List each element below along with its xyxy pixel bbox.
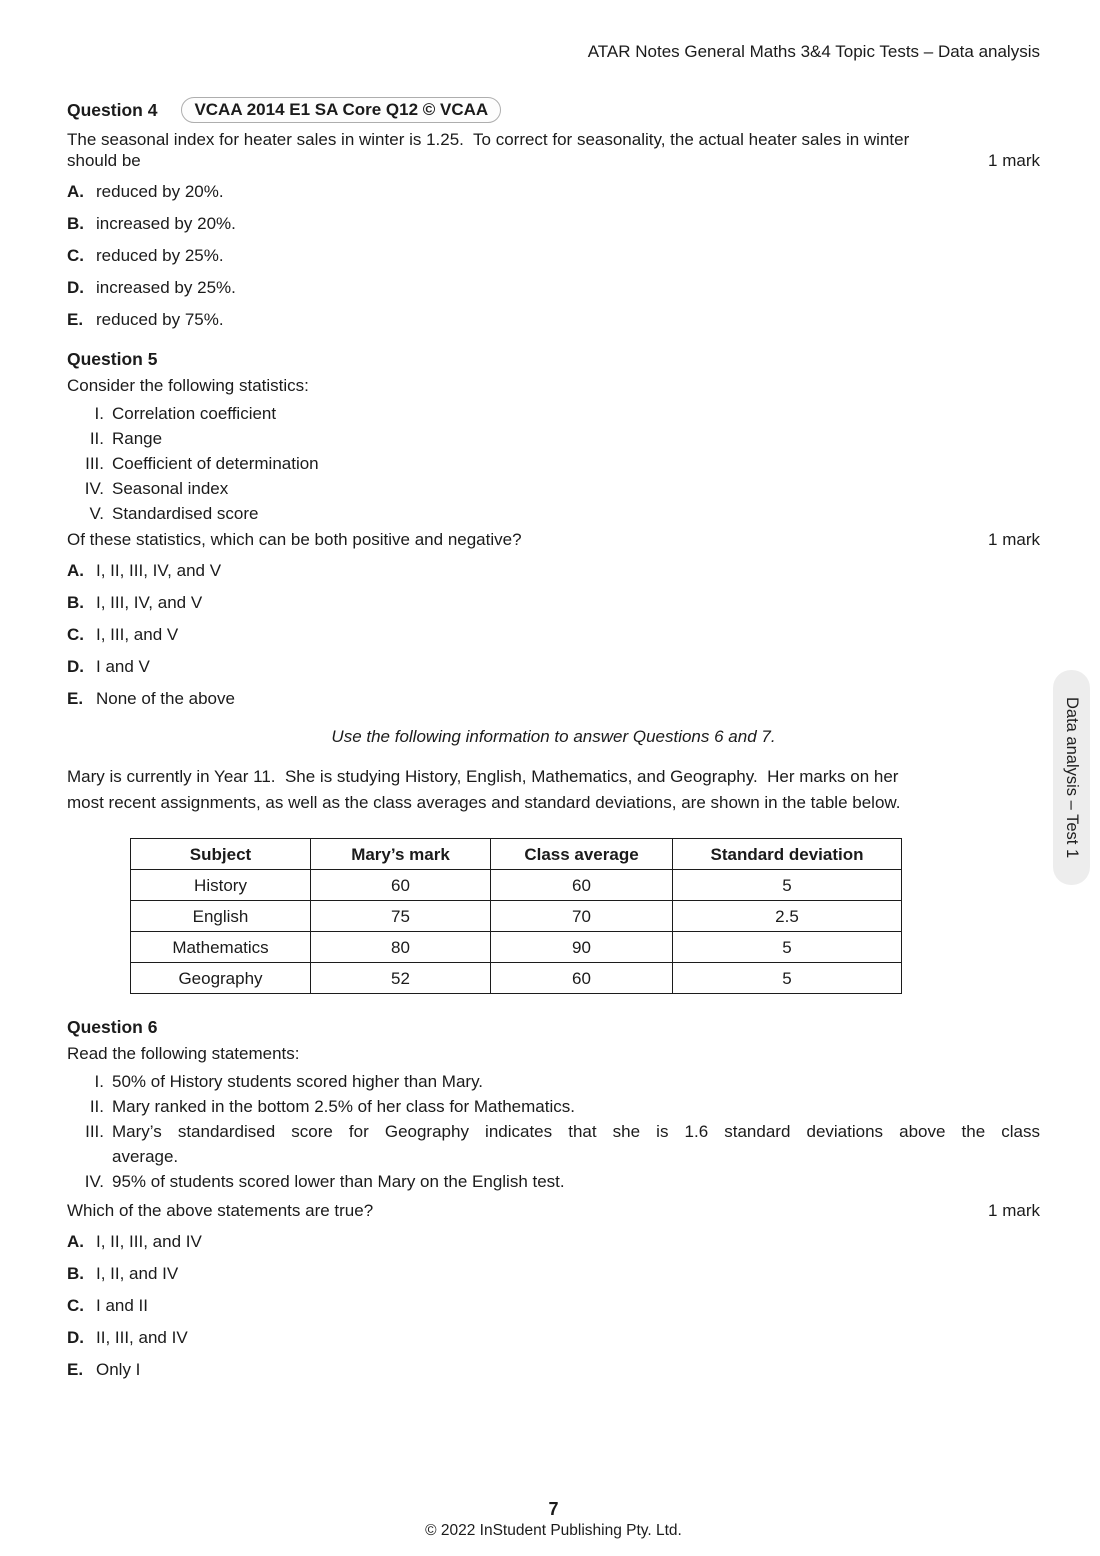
passage-line1: Mary is currently in Year 11. She is studying History, English, Mathematics, and Geography. Her marks on her xyxy=(67,767,899,786)
option-label: E. xyxy=(67,1360,84,1379)
option-text: I, II, III, IV, and V xyxy=(96,561,222,580)
statement-text: Mary ranked in the bottom 2.5% of her class for Mathematics. xyxy=(112,1097,575,1116)
option-text: increased by 25%. xyxy=(96,278,236,297)
table-cell: 90 xyxy=(491,932,673,963)
table-cell: Mathematics xyxy=(131,932,311,963)
question-5-question-row xyxy=(67,529,1040,550)
question-4-text-line2-row xyxy=(67,150,1040,171)
statement-numeral: II. xyxy=(89,1097,104,1116)
table-cell: 52 xyxy=(311,963,491,994)
table-cell: 60 xyxy=(311,870,491,901)
statement-row xyxy=(67,1069,1040,1094)
statement-text: 95% of students scored lower than Mary on the English test. xyxy=(112,1172,565,1191)
option-label: A. xyxy=(67,561,84,580)
table-header-standard-deviation: Standard deviation xyxy=(673,839,902,870)
option-row xyxy=(67,560,1040,581)
table-cell: 60 xyxy=(491,870,673,901)
option-row xyxy=(67,592,1040,613)
statement-row xyxy=(67,451,1040,476)
option-text: reduced by 25%. xyxy=(96,246,224,265)
option-row xyxy=(67,624,1040,645)
option-label: B. xyxy=(67,1264,84,1283)
table-cell: English xyxy=(131,901,311,932)
table-header-row xyxy=(131,839,902,870)
section-tab xyxy=(1053,670,1090,885)
question-6-question-row xyxy=(67,1200,1040,1221)
table-cell: 75 xyxy=(311,901,491,932)
passage xyxy=(67,764,1040,815)
instruction-line: Use the following information to answer Questions 6 and 7. xyxy=(331,727,776,746)
option-label: C. xyxy=(67,625,84,644)
option-text: increased by 20%. xyxy=(96,214,236,233)
statement-numeral: III. xyxy=(85,454,104,473)
table-row xyxy=(131,901,902,932)
table-cell: 5 xyxy=(673,932,902,963)
passage-line2: most recent assignments, as well as the class averages and standard deviations, are shown in the table below. xyxy=(67,792,901,812)
statement-text: Range xyxy=(112,429,163,448)
question-5-title: Question 5 xyxy=(67,349,158,369)
statement-text: Standardised score xyxy=(112,504,259,523)
option-label: A. xyxy=(67,1232,84,1251)
option-row xyxy=(67,688,1040,709)
option-row xyxy=(67,213,1040,234)
statement-row xyxy=(67,426,1040,451)
statement-numeral: I. xyxy=(94,404,104,423)
option-row xyxy=(67,181,1040,202)
statement-text: 50% of History students scored higher than Mary. xyxy=(112,1072,484,1091)
option-text: I and II xyxy=(96,1296,148,1315)
statement-row xyxy=(67,501,1040,526)
table-header-marys-mark: Mary’s mark xyxy=(311,839,491,870)
statement-row xyxy=(67,1094,1040,1119)
statement-row xyxy=(67,401,1040,426)
question-4-text-line2: should be xyxy=(67,151,141,170)
option-row xyxy=(67,1359,1040,1380)
statement-text-line1: Mary’s standardised score for Geography indicates that she is 1.6 standard deviations above the class xyxy=(112,1122,1040,1141)
question-5-marks: 1 mark xyxy=(988,530,1040,549)
option-label: C. xyxy=(67,1296,84,1315)
statement-numeral: V. xyxy=(89,504,104,523)
page-footer xyxy=(67,1497,1040,1540)
option-text: I, III, IV, and V xyxy=(96,593,203,612)
option-text: reduced by 75%. xyxy=(96,310,224,329)
question-5-question: Of these statistics, which can be both positive and negative? xyxy=(67,530,522,549)
page-header-title: ATAR Notes General Maths 3&4 Topic Tests – Data analysis xyxy=(587,42,1040,61)
option-row xyxy=(67,277,1040,298)
question-4-source-badge: VCAA 2014 E1 SA Core Q12 © VCAA xyxy=(181,97,501,123)
statement-numeral: IV. xyxy=(84,479,104,498)
statement-numeral: IV. xyxy=(84,1172,104,1191)
statement-row xyxy=(67,1169,1040,1194)
question-4-text-line1: The seasonal index for heater sales in winter is 1.25. To correct for seasonality, the actual heater sales in winter xyxy=(67,130,910,149)
option-row xyxy=(67,1295,1040,1316)
option-text: I and V xyxy=(96,657,150,676)
table-cell: 5 xyxy=(673,870,902,901)
table-row xyxy=(131,932,902,963)
statement-row xyxy=(67,476,1040,501)
table-row xyxy=(131,963,902,994)
statement-text xyxy=(112,1119,1040,1169)
option-text: Only I xyxy=(96,1360,141,1379)
option-label: D. xyxy=(67,278,84,297)
option-row xyxy=(67,1327,1040,1348)
option-row xyxy=(67,656,1040,677)
question-5-options xyxy=(67,560,1040,709)
table-cell: 60 xyxy=(491,963,673,994)
option-label: B. xyxy=(67,593,84,612)
question-4-options xyxy=(67,181,1040,330)
option-text: I, II, and IV xyxy=(96,1264,179,1283)
statement-numeral: III. xyxy=(85,1122,104,1141)
option-label: B. xyxy=(67,214,84,233)
question-6-title: Question 6 xyxy=(67,1017,158,1037)
table-cell: History xyxy=(131,870,311,901)
option-text: I, III, and V xyxy=(96,625,179,644)
statement-text-line2: average. xyxy=(112,1147,179,1166)
option-text: I, II, III, and IV xyxy=(96,1232,202,1251)
question-5-intro: Consider the following statistics: xyxy=(67,376,309,395)
option-label: E. xyxy=(67,310,84,329)
table-cell: 80 xyxy=(311,932,491,963)
option-label: C. xyxy=(67,246,84,265)
option-row xyxy=(67,1263,1040,1284)
question-6-options xyxy=(67,1231,1040,1380)
statement-numeral: II. xyxy=(89,429,104,448)
table-cell: 2.5 xyxy=(673,901,902,932)
question-6-marks: 1 mark xyxy=(988,1201,1040,1220)
table-cell: 5 xyxy=(673,963,902,994)
option-text: reduced by 20%. xyxy=(96,182,224,201)
option-text: None of the above xyxy=(96,689,235,708)
option-text: II, III, and IV xyxy=(96,1328,188,1347)
statement-row xyxy=(67,1119,1040,1169)
option-row xyxy=(67,309,1040,330)
statement-text: Seasonal index xyxy=(112,479,229,498)
question-4-heading xyxy=(67,97,1040,123)
question-4-title: Question 4 xyxy=(67,99,158,120)
page-content xyxy=(67,0,1040,1391)
table-row xyxy=(131,870,902,901)
option-row xyxy=(67,245,1040,266)
statement-text: Coefficient of determination xyxy=(112,454,319,473)
option-label: D. xyxy=(67,1328,84,1347)
table-header-class-average: Class average xyxy=(491,839,673,870)
question-4-marks: 1 mark xyxy=(988,151,1040,170)
section-tab-label: Data analysis – Test 1 xyxy=(1063,696,1081,859)
page-number: 7 xyxy=(548,1499,559,1519)
table-cell: 70 xyxy=(491,901,673,932)
statement-numeral: I. xyxy=(94,1072,104,1091)
table-cell: Geography xyxy=(131,963,311,994)
question-5-statements xyxy=(67,401,1040,526)
table-header-subject: Subject xyxy=(131,839,311,870)
option-label: D. xyxy=(67,657,84,676)
option-label: A. xyxy=(67,182,84,201)
question-6-question: Which of the above statements are true? xyxy=(67,1201,374,1220)
question-6-intro: Read the following statements: xyxy=(67,1044,300,1063)
marks-table xyxy=(130,838,902,994)
option-label: E. xyxy=(67,689,84,708)
copyright-line: © 2022 InStudent Publishing Pty. Ltd. xyxy=(425,1522,682,1539)
question-6-statements xyxy=(67,1069,1040,1194)
option-row xyxy=(67,1231,1040,1252)
statement-text: Correlation coefficient xyxy=(112,404,277,423)
